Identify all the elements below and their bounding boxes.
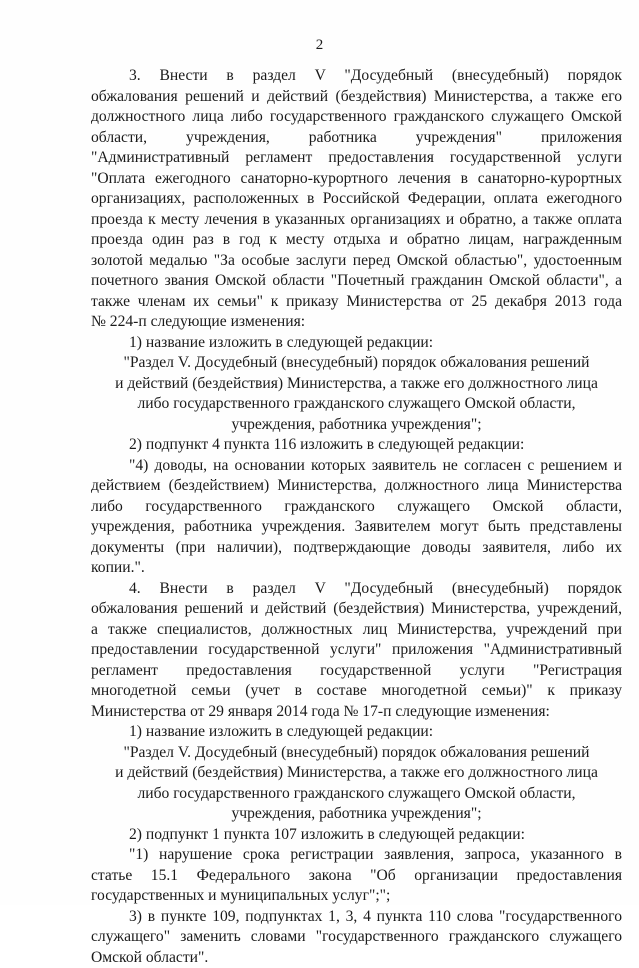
- text-line: государственных и муниципальных услуг";";: [91, 886, 622, 907]
- text-line: статье 15.1 Федерального закона "Об организации предоставления: [91, 866, 622, 887]
- text-line: "Оплата ежегодного санаторно-курортного лечения в санаторно-курортных: [91, 169, 622, 190]
- text-line: 2) подпункт 1 пункта 107 изложить в следующей редакции:: [91, 825, 622, 846]
- subitem-3-2: [91, 435, 622, 579]
- subitem-3-1: [91, 333, 622, 354]
- text-line: многодетной семьи (учет в составе многодетной семьи)" к приказу: [91, 681, 622, 702]
- quoted-line: учреждения, работника учреждения";: [91, 415, 622, 436]
- text-line: либо государственного гражданского служащего Омской области,: [91, 497, 622, 518]
- quoted-heading-3: [91, 353, 622, 435]
- text-line: области, учреждения, работника учреждения" приложения: [91, 128, 622, 149]
- text-line: золотой медалью "За особые заслуги перед Омской областью", удостоенным: [91, 251, 622, 272]
- quoted-line: "Раздел V. Досудебный (внесудебный) порядок обжалования решений: [91, 743, 622, 764]
- text-line: 3) в пункте 109, подпунктах 1, 3, 4 пункта 110 слова "государственного: [91, 907, 622, 928]
- text-line: копии.".: [91, 558, 622, 579]
- text-line: 1) название изложить в следующей редакции:: [91, 722, 622, 743]
- quoted-line: и действий (бездействия) Министерства, а также его должностного лица: [91, 763, 622, 784]
- quoted-line: учреждения, работника учреждения";: [91, 804, 622, 825]
- text-line: "4) доводы, на основании которых заявитель не согласен с решением и: [91, 456, 622, 477]
- text-line: № 224-п следующие изменения:: [91, 312, 622, 333]
- text-line: почетного звания Омской области "Почетный гражданин Омской области", а: [91, 271, 622, 292]
- page-number: 2: [0, 37, 639, 54]
- quoted-line: и действий (бездействия) Министерства, а также его должностного лица: [91, 374, 622, 395]
- text-line: регламент предоставления государственной услуги "Регистрация: [91, 661, 622, 682]
- text-line: "Административный регламент предоставления государственной услуги: [91, 148, 622, 169]
- text-line: Министерства от 29 января 2014 года № 17-п следующие изменения:: [91, 702, 622, 723]
- quoted-line: "Раздел V. Досудебный (внесудебный) порядок обжалования решений: [91, 353, 622, 374]
- text-line: учреждения, работника учреждения. Заявителем могут быть представлены: [91, 517, 622, 538]
- text-line: также членам их семьи" к приказу Министерства от 25 декабря 2013 года: [91, 292, 622, 313]
- text-line: организациях, расположенных в Российской Федерации, оплата ежегодного: [91, 189, 622, 210]
- quoted-line: либо государственного гражданского служащего Омской области,: [91, 784, 622, 805]
- document-body: [91, 66, 622, 968]
- text-line: обжалования решений и действий (бездействия) Министерства, учреждений,: [91, 599, 622, 620]
- subitem-4-1: [91, 722, 622, 743]
- text-line: "1) нарушение срока регистрации заявления, запроса, указанного в: [91, 845, 622, 866]
- text-line: должностного лица либо государственного гражданского служащего Омской: [91, 107, 622, 128]
- text-line: проезда к месту лечения в указанных организациях и обратно, а также оплата: [91, 210, 622, 231]
- text-line: предоставлении государственной услуги" приложения "Административный: [91, 640, 622, 661]
- text-line: а также специалистов, должностных лиц Министерства, учреждений при: [91, 620, 622, 641]
- paragraph-item-4: [91, 579, 622, 723]
- subitem-4-2: [91, 825, 622, 907]
- text-line: 4. Внести в раздел V "Досудебный (внесудебный) порядок: [91, 579, 622, 600]
- text-line: обжалования решений и действий (бездействия) Министерства, а также его: [91, 87, 622, 108]
- text-line: служащего" заменить словами "государственного гражданского служащего: [91, 927, 622, 948]
- quoted-line: либо государственного гражданского служащего Омской области,: [91, 394, 622, 415]
- paragraph-item-3: [91, 66, 622, 333]
- text-line: действием (бездействием) Министерства, должностного лица Министерства: [91, 476, 622, 497]
- text-line: документы (при наличии), подтверждающие доводы заявителя, либо их: [91, 538, 622, 559]
- text-line: проезда один раз в год к месту отдыха и обратно лицам, награжденным: [91, 230, 622, 251]
- text-line: 3. Внести в раздел V "Досудебный (внесудебный) порядок: [91, 66, 622, 87]
- text-line: 1) название изложить в следующей редакции:: [91, 333, 622, 354]
- subitem-4-3: [91, 907, 622, 968]
- text-line: 2) подпункт 4 пункта 116 изложить в следующей редакции:: [91, 435, 622, 456]
- quoted-heading-4: [91, 743, 622, 825]
- text-line: Омской области".: [91, 948, 622, 968]
